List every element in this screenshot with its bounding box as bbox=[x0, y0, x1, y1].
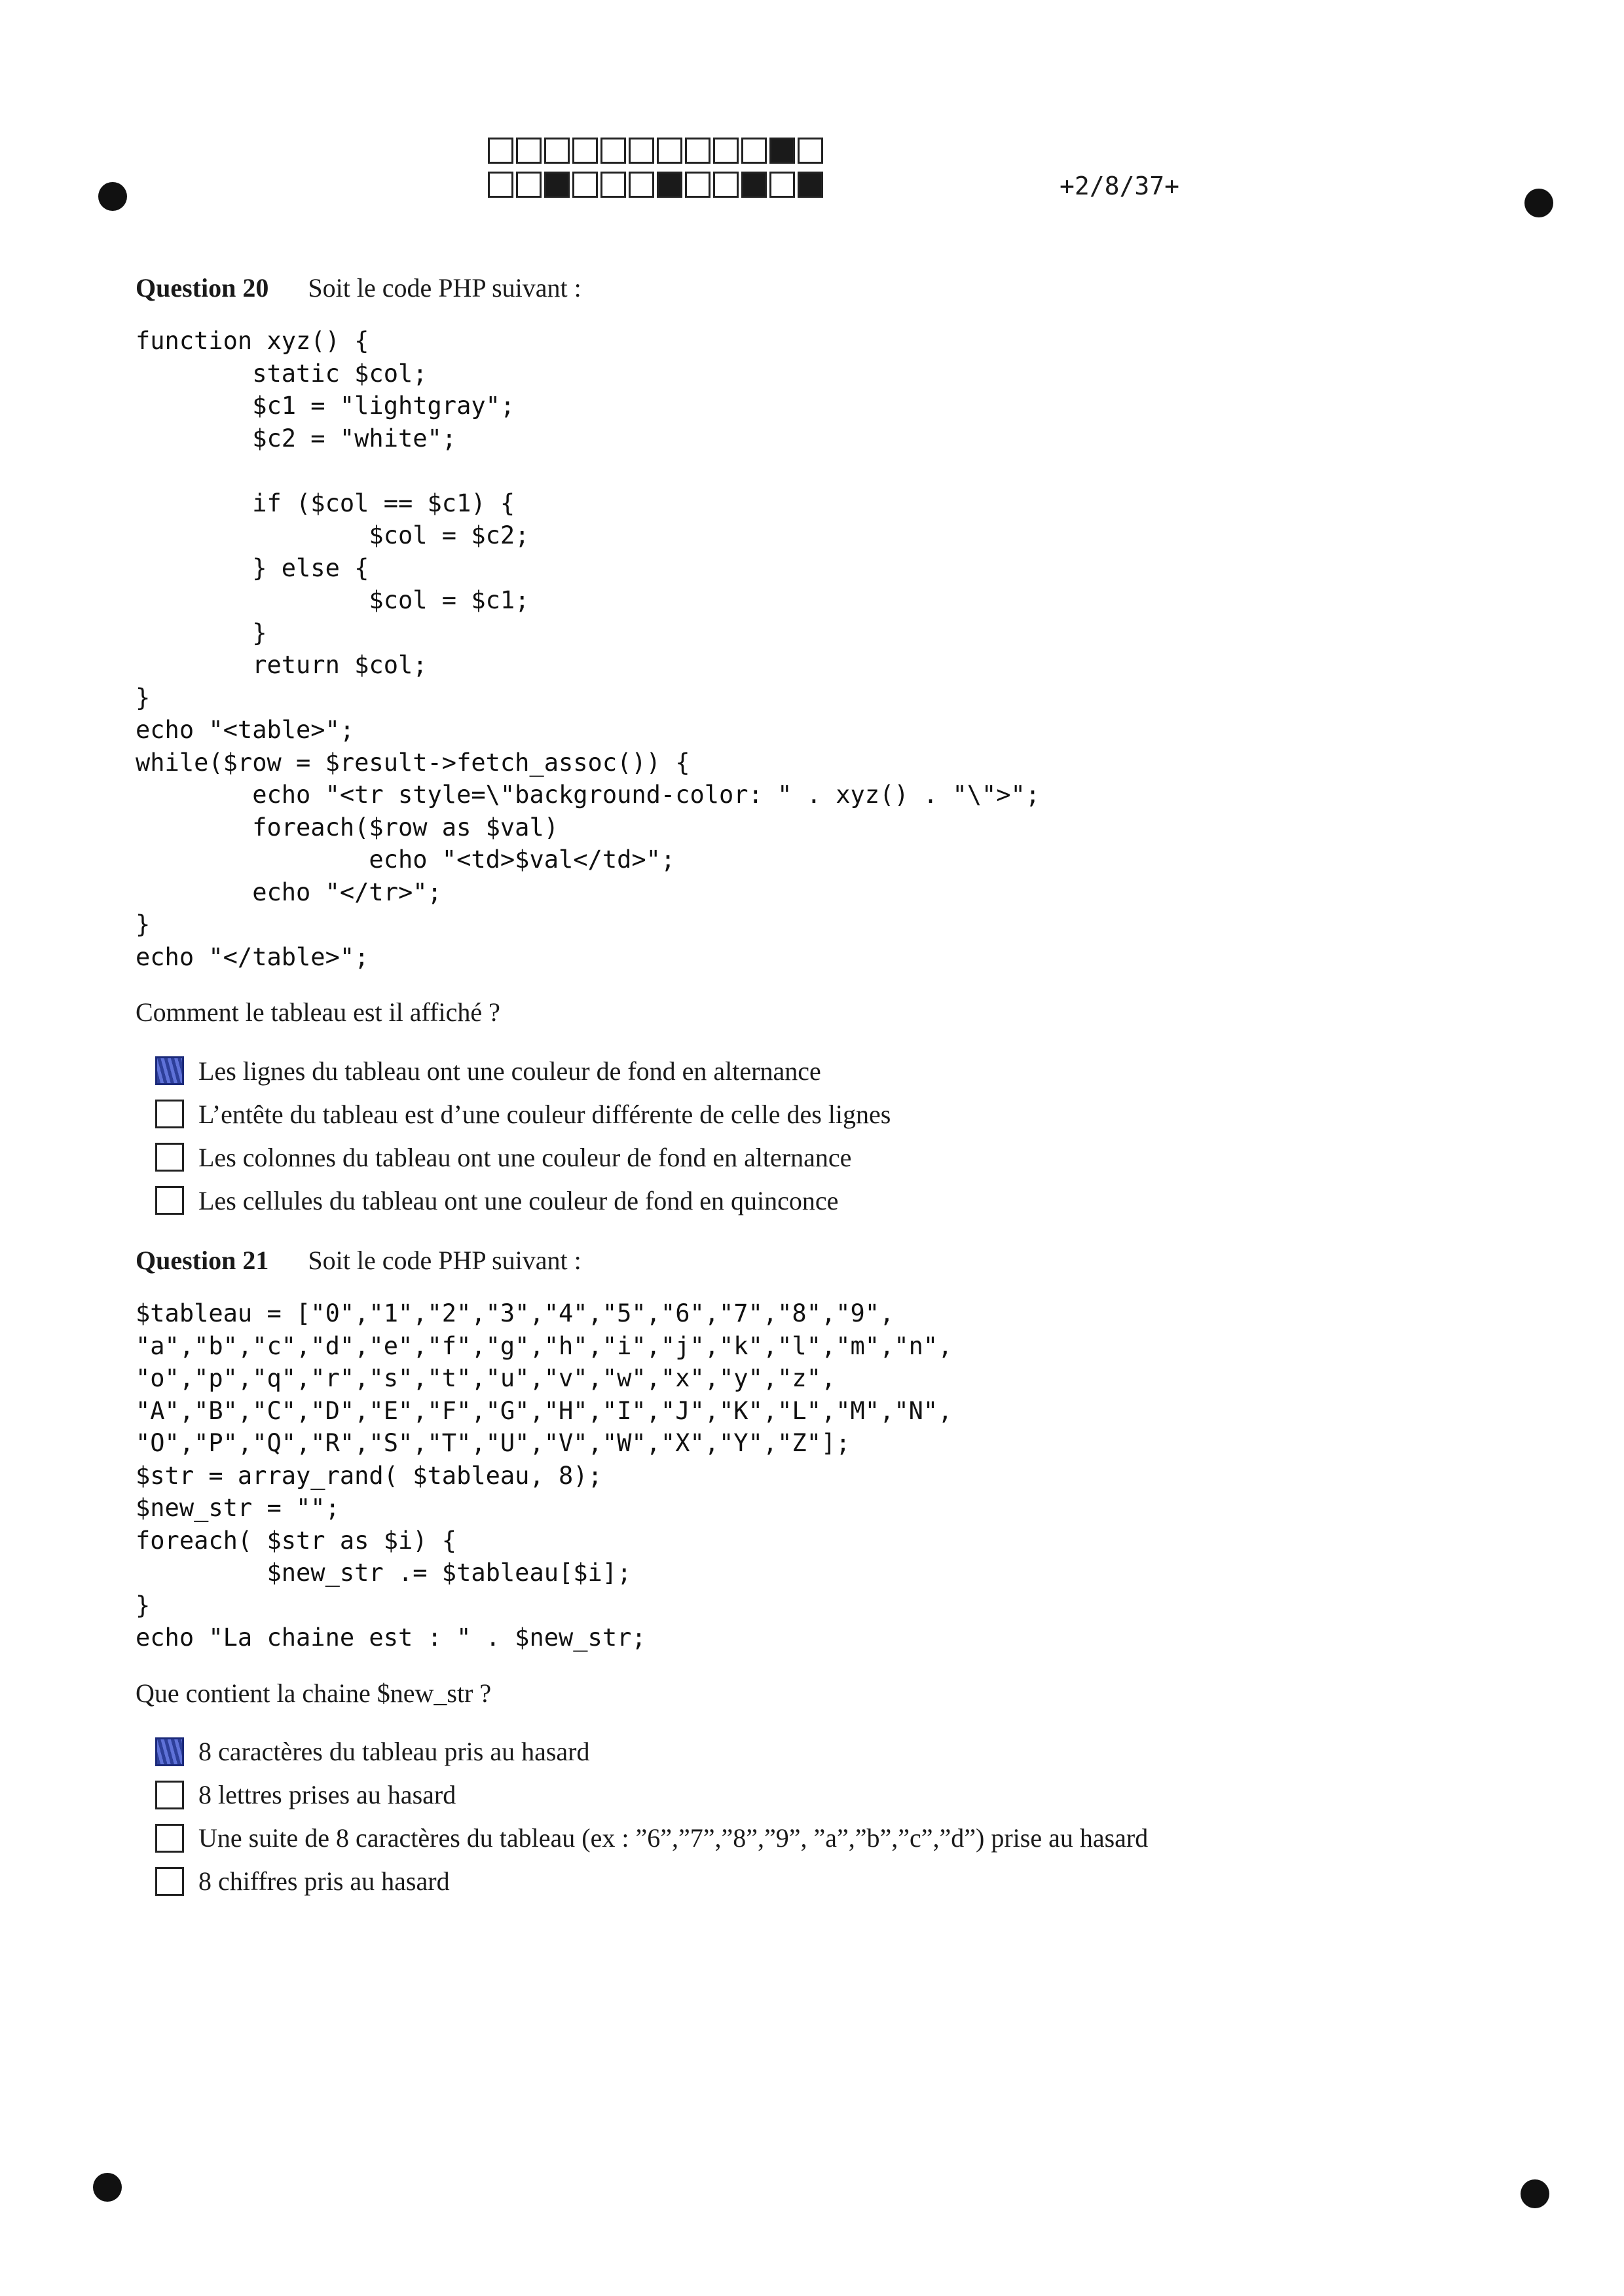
question-header bbox=[136, 268, 1445, 308]
page-id: +2/8/37+ bbox=[1060, 172, 1180, 200]
registration-mark-bottom-right bbox=[1521, 2179, 1549, 2208]
question-header bbox=[136, 1241, 1445, 1280]
page-barcode-bottom bbox=[488, 172, 826, 198]
question-number: Question 21 bbox=[136, 1246, 269, 1275]
barcode-cell bbox=[657, 172, 682, 198]
barcode-cell bbox=[657, 138, 682, 164]
answer-option[interactable] bbox=[155, 1817, 1445, 1860]
answer-option[interactable] bbox=[155, 1092, 1445, 1136]
answer-list bbox=[155, 1730, 1445, 1903]
question-number: Question 20 bbox=[136, 273, 269, 303]
answer-checkbox[interactable] bbox=[155, 1100, 184, 1128]
question-20 bbox=[136, 268, 1445, 1222]
barcode-cell bbox=[572, 138, 598, 164]
barcode-cell bbox=[516, 172, 542, 198]
answer-label: Les lignes du tableau ont une couleur de fond en alternance bbox=[198, 1056, 821, 1086]
answer-option[interactable] bbox=[155, 1773, 1445, 1817]
answer-label: Les colonnes du tableau ont une couleur de fond en alternance bbox=[198, 1142, 852, 1172]
barcode-cell bbox=[488, 172, 513, 198]
answer-label: Les cellules du tableau ont une couleur de fond en quinconce bbox=[198, 1185, 839, 1215]
answer-checkbox[interactable] bbox=[155, 1867, 184, 1896]
barcode-cell bbox=[685, 172, 710, 198]
question-prompt: Comment le tableau est il affiché ? bbox=[136, 997, 500, 1027]
answer-checkbox[interactable] bbox=[155, 1143, 184, 1172]
barcode-cell bbox=[713, 172, 739, 198]
question-intro: Soit le code PHP suivant : bbox=[308, 1246, 581, 1275]
code-block: $tableau = ["0","1","2","3","4","5","6","7","8","9", "a","b","c","d","e","f","g","h","i","j","k","l","m","n", "o","p","q","r","s","t","u","v","w","x","y","z", "A","B","C","D","E","F","G","H","I","J","K","L","M","N", "O","P","Q","R","S","T","U","V","W","X","Y","Z"]; $str = array_rand( $tableau, 8); $new_str = ""; foreach( $str as $i) { $new_str .= $tableau[$i]; } echo "La chaine est : " . $new_str; bbox=[136, 1299, 953, 1652]
barcode-cell bbox=[516, 138, 542, 164]
answer-option[interactable] bbox=[155, 1136, 1445, 1179]
registration-mark-bottom-left bbox=[93, 2173, 122, 2202]
answer-checkbox[interactable] bbox=[155, 1824, 184, 1853]
answer-checkbox[interactable] bbox=[155, 1737, 184, 1766]
question-intro: Soit le code PHP suivant : bbox=[308, 273, 581, 303]
barcode-cell bbox=[769, 172, 795, 198]
barcode-cell bbox=[798, 172, 823, 198]
barcode-cell bbox=[741, 172, 767, 198]
barcode-cell bbox=[629, 172, 654, 198]
barcode-cell bbox=[600, 172, 626, 198]
barcode-cell bbox=[769, 138, 795, 164]
answer-label: 8 chiffres pris au hasard bbox=[198, 1866, 450, 1896]
barcode-cell bbox=[544, 172, 570, 198]
answer-label: Une suite de 8 caractères du tableau (ex : ”6”,”7”,”8”,”9”, ”a”,”b”,”c”,”d”) prise au hasard bbox=[198, 1823, 1149, 1853]
barcode-cell bbox=[741, 138, 767, 164]
answer-option[interactable] bbox=[155, 1049, 1445, 1092]
barcode-cell bbox=[798, 138, 823, 164]
question-prompt: Que contient la chaine $new_str ? bbox=[136, 1678, 492, 1708]
question-21 bbox=[136, 1241, 1445, 1903]
answer-option[interactable] bbox=[155, 1860, 1445, 1903]
barcode-cell bbox=[488, 138, 513, 164]
registration-mark-top-left bbox=[98, 182, 127, 211]
barcode-cell bbox=[544, 138, 570, 164]
barcode-cell bbox=[572, 172, 598, 198]
answer-label: L’entête du tableau est d’une couleur différente de celle des lignes bbox=[198, 1099, 891, 1129]
barcode-cell bbox=[713, 138, 739, 164]
code-block: function xyz() { static $col; $c1 = "lightgray"; $c2 = "white"; if ($col == $c1) { $col = $c2; } else { $col = $c1; } return $col; } echo "<table>"; while($row = $result->fetch_assoc()) { echo "<tr style=\"background-color: " . xyz() . "\">"; foreach($row as $val) echo "<td>$val</td>"; echo "</tr>"; } echo "</table>"; bbox=[136, 327, 1041, 971]
answer-label: 8 lettres prises au hasard bbox=[198, 1780, 456, 1809]
answer-checkbox[interactable] bbox=[155, 1781, 184, 1809]
barcode-cell bbox=[600, 138, 626, 164]
answer-option[interactable] bbox=[155, 1730, 1445, 1773]
answer-checkbox[interactable] bbox=[155, 1056, 184, 1085]
barcode-cell bbox=[629, 138, 654, 164]
barcode-cell bbox=[685, 138, 710, 164]
registration-mark-top-right bbox=[1524, 189, 1553, 217]
answer-list bbox=[155, 1049, 1445, 1222]
answer-checkbox[interactable] bbox=[155, 1186, 184, 1215]
page-barcode-top bbox=[488, 138, 826, 164]
answer-option[interactable] bbox=[155, 1179, 1445, 1222]
answer-label: 8 caractères du tableau pris au hasard bbox=[198, 1737, 590, 1766]
